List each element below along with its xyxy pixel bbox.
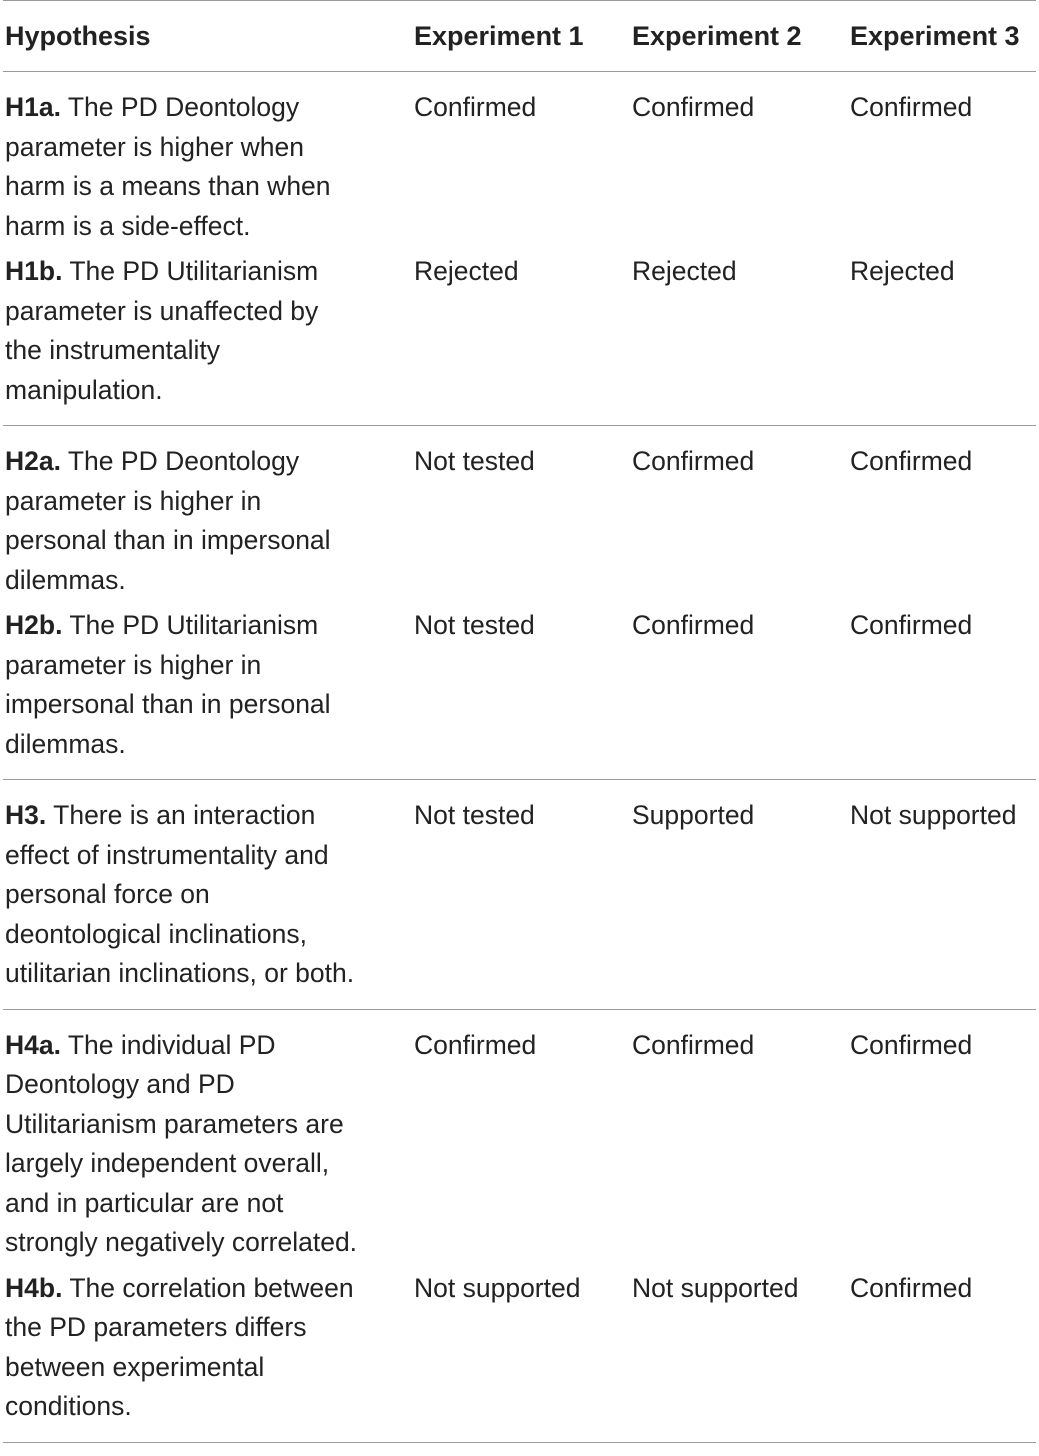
header-experiment-1: Experiment 1 bbox=[414, 20, 584, 51]
table-row-h4a bbox=[3, 1009, 1036, 1263]
result-experiment-1: Confirmed bbox=[414, 1029, 537, 1060]
result-experiment-3: Not supported bbox=[848, 780, 1036, 1010]
hypothesis-text: dilemmas. bbox=[5, 728, 126, 759]
hypothesis-text: personal force on bbox=[5, 879, 210, 909]
table-row-h4b bbox=[3, 1263, 1036, 1443]
hypothesis-cell bbox=[3, 600, 412, 780]
table-row-h1a bbox=[3, 72, 1036, 247]
result-experiment-3: Confirmed bbox=[848, 1263, 1036, 1443]
header-experiment-3: Experiment 3 bbox=[850, 20, 1020, 51]
header-experiment-2: Experiment 2 bbox=[632, 20, 802, 51]
hypothesis-text: utilitarian inclinations, or both. bbox=[5, 958, 355, 988]
hypothesis-text: parameter is higher in bbox=[5, 485, 262, 516]
hypothesis-text: manipulation. bbox=[5, 374, 163, 405]
hypotheses-table bbox=[3, 0, 1036, 1443]
hypothesis-text: between experimental bbox=[5, 1351, 265, 1382]
result-experiment-1: Not tested bbox=[412, 600, 630, 780]
hypothesis-text: strongly negatively correlated. bbox=[5, 1227, 358, 1257]
table-row-h2a bbox=[3, 426, 1036, 601]
hypothesis-id: H1b. bbox=[5, 256, 63, 286]
result-experiment-2: Confirmed bbox=[630, 600, 848, 780]
hypothesis-text: personal than in impersonal bbox=[5, 525, 331, 555]
hypothesis-text: harm is a means than when bbox=[5, 171, 331, 201]
table-row-h2b bbox=[3, 600, 1036, 780]
result-experiment-2: Supported bbox=[630, 780, 848, 1010]
hypothesis-text: effect of instrumentality and bbox=[5, 839, 329, 870]
hypothesis-text: largely independent overall, bbox=[5, 1148, 330, 1178]
hypothesis-text: The PD Utilitarianism bbox=[69, 610, 319, 640]
hypothesis-text: Utilitarianism parameters are bbox=[5, 1108, 344, 1139]
result-experiment-1: Not supported bbox=[412, 1263, 630, 1443]
hypothesis-text: The PD Utilitarianism bbox=[69, 256, 319, 286]
hypothesis-text: The correlation between bbox=[69, 1272, 354, 1303]
hypothesis-cell bbox=[3, 72, 412, 247]
hypothesis-id: H4b. bbox=[5, 1272, 63, 1303]
hypothesis-text: deontological inclinations, bbox=[5, 918, 308, 949]
result-experiment-1: Confirmed bbox=[414, 92, 537, 122]
result-experiment-1: Not tested bbox=[412, 780, 630, 1010]
result-experiment-3: Confirmed bbox=[850, 446, 973, 476]
hypothesis-text: dilemmas. bbox=[5, 564, 126, 595]
hypothesis-text: conditions. bbox=[5, 1391, 132, 1421]
hypothesis-id: H3. bbox=[5, 800, 47, 830]
hypothesis-cell bbox=[3, 246, 412, 426]
hypothesis-text: There is an interaction bbox=[53, 800, 316, 830]
result-experiment-3: Confirmed bbox=[850, 1029, 973, 1060]
hypothesis-text: and in particular are not bbox=[5, 1187, 284, 1218]
hypothesis-text: the instrumentality bbox=[5, 335, 221, 365]
result-experiment-3: Confirmed bbox=[850, 92, 973, 122]
hypothesis-text: The individual PD bbox=[67, 1029, 276, 1060]
result-experiment-3: Confirmed bbox=[848, 600, 1036, 780]
table-row-h1b bbox=[3, 246, 1036, 426]
hypothesis-text: Deontology and PD bbox=[5, 1069, 235, 1099]
hypothesis-text: the PD parameters differs bbox=[5, 1312, 307, 1342]
result-experiment-2: Confirmed bbox=[632, 1029, 755, 1060]
hypothesis-text: parameter is higher when bbox=[5, 131, 305, 162]
hypothesis-cell bbox=[3, 1263, 412, 1443]
table-header-row bbox=[3, 1, 1036, 72]
result-experiment-3: Rejected bbox=[848, 246, 1036, 426]
hypothesis-text: impersonal than in personal bbox=[5, 689, 331, 719]
hypothesis-id: H4a. bbox=[5, 1029, 61, 1060]
hypothesis-cell bbox=[3, 1009, 412, 1263]
result-experiment-1: Rejected bbox=[412, 246, 630, 426]
hypothesis-cell bbox=[3, 426, 412, 601]
hypothesis-id: H2a. bbox=[5, 446, 61, 476]
hypothesis-text: harm is a side-effect. bbox=[5, 210, 251, 241]
hypothesis-id: H2b. bbox=[5, 610, 63, 640]
table-row-h3 bbox=[3, 780, 1036, 1010]
hypothesis-cell bbox=[3, 780, 412, 1010]
header-hypothesis: Hypothesis bbox=[5, 20, 151, 51]
result-experiment-2: Confirmed bbox=[632, 446, 755, 476]
result-experiment-1: Not tested bbox=[414, 446, 535, 476]
hypothesis-id: H1a. bbox=[5, 92, 61, 122]
result-experiment-2: Not supported bbox=[630, 1263, 848, 1443]
hypothesis-text: The PD Deontology bbox=[67, 446, 300, 476]
hypothesis-text: The PD Deontology bbox=[67, 92, 300, 122]
hypothesis-text: parameter is higher in bbox=[5, 649, 262, 680]
hypothesis-text: parameter is unaffected by bbox=[5, 295, 319, 326]
result-experiment-2: Confirmed bbox=[632, 92, 755, 122]
result-experiment-2: Rejected bbox=[630, 246, 848, 426]
